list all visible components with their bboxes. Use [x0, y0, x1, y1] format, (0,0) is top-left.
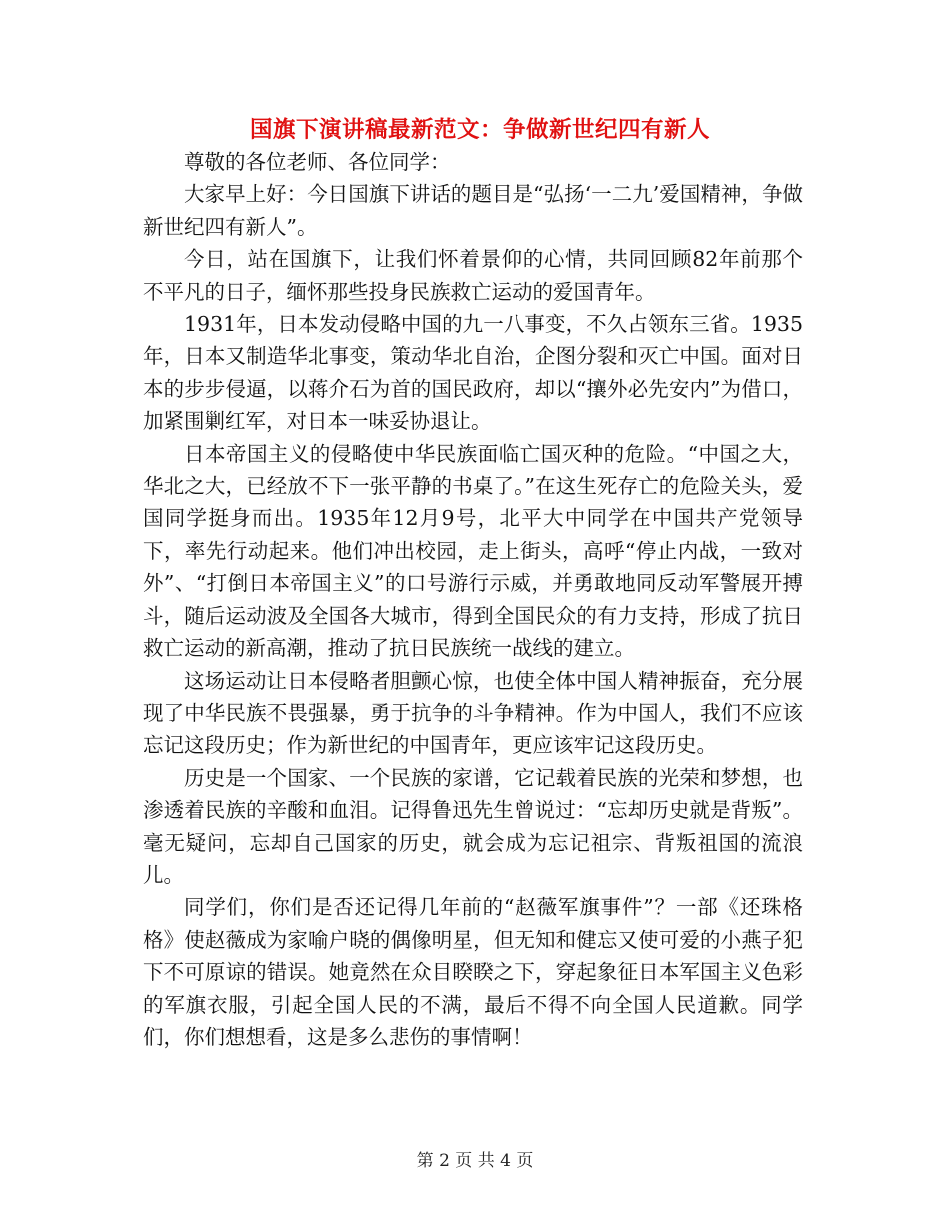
- body-paragraph: 1931年，日本发动侵略中国的九一八事变，不久占领东三省。1935年，日本又制造华北事变，策动华北自治，企图分裂和灭亡中国。面对日本的步步侵逼，以蒋介石为首的国民政府，却以“攘外必先安内”为借口，加紧围剿红军，对日本一味妥协退让。: [143, 312, 803, 434]
- document-body: [143, 146, 803, 1053]
- document-title: 国旗下演讲稿最新范文：争做新世纪四有新人: [250, 117, 711, 143]
- greeting-paragraph: 大家早上好：今日国旗下讲话的题目是“弘扬‘一二九’爱国精神，争做新世纪四有新人”。: [143, 182, 803, 239]
- body-paragraph: 历史是一个国家、一个民族的家谱，它记载着民族的光荣和梦想，也渗透着民族的辛酸和血泪。记得鲁迅先生曾说过：“忘却历史就是背叛”。毫无疑问，忘却自己国家的历史，就会成为忘记祖宗、背叛祖国的流浪儿。: [143, 765, 803, 887]
- page-number-footer: 第 2 页 共 4 页: [416, 1151, 534, 1171]
- body-paragraph: 这场运动让日本侵略者胆颤心惊，也使全体中国人精神振奋，充分展现了中华民族不畏强暴，勇于抗争的斗争精神。作为中国人，我们不应该忘记这段历史；作为新世纪的中国青年，更应该牢记这段历史。: [143, 668, 803, 758]
- salutation-paragraph: 尊敬的各位老师、各位同学：: [184, 150, 451, 174]
- body-paragraph: 同学们，你们是否还记得几年前的“赵薇军旗事件”？一部《还珠格格》使赵薇成为家喻户晓的偶像明星，但无知和健忘又使可爱的小燕子犯下不可原谅的错误。她竟然在众目睽睽之下，穿起象征日本军国主义色彩的军旗衣服，引起全国人民的不满，最后不得不向全国人民道歉。同学们，你们想想看，这是多么悲伤的事情啊！: [143, 895, 803, 1049]
- body-paragraph: 今日，站在国旗下，让我们怀着景仰的心情，共同回顾82年前那个不平凡的日子，缅怀那些投身民族救亡运动的爱国青年。: [143, 247, 803, 304]
- body-paragraph: 日本帝国主义的侵略使中华民族面临亡国灭种的危险。“中国之大，华北之大，已经放不下一张平静的书桌了。”在这生死存亡的危险关头，爱国同学挺身而出。1935年12月9号，北平大中同学在中国共产党领导下，率先行动起来。他们冲出校园，走上街头，高呼“停止内战，一致对外”、“打倒日本帝国主义”的口号游行示威，并勇敢地同反动军警展开搏斗，随后运动波及全国各大城市，得到全国民众的有力支持，形成了抗日救亡运动的新高潮，推动了抗日民族统一战线的建立。: [143, 441, 803, 661]
